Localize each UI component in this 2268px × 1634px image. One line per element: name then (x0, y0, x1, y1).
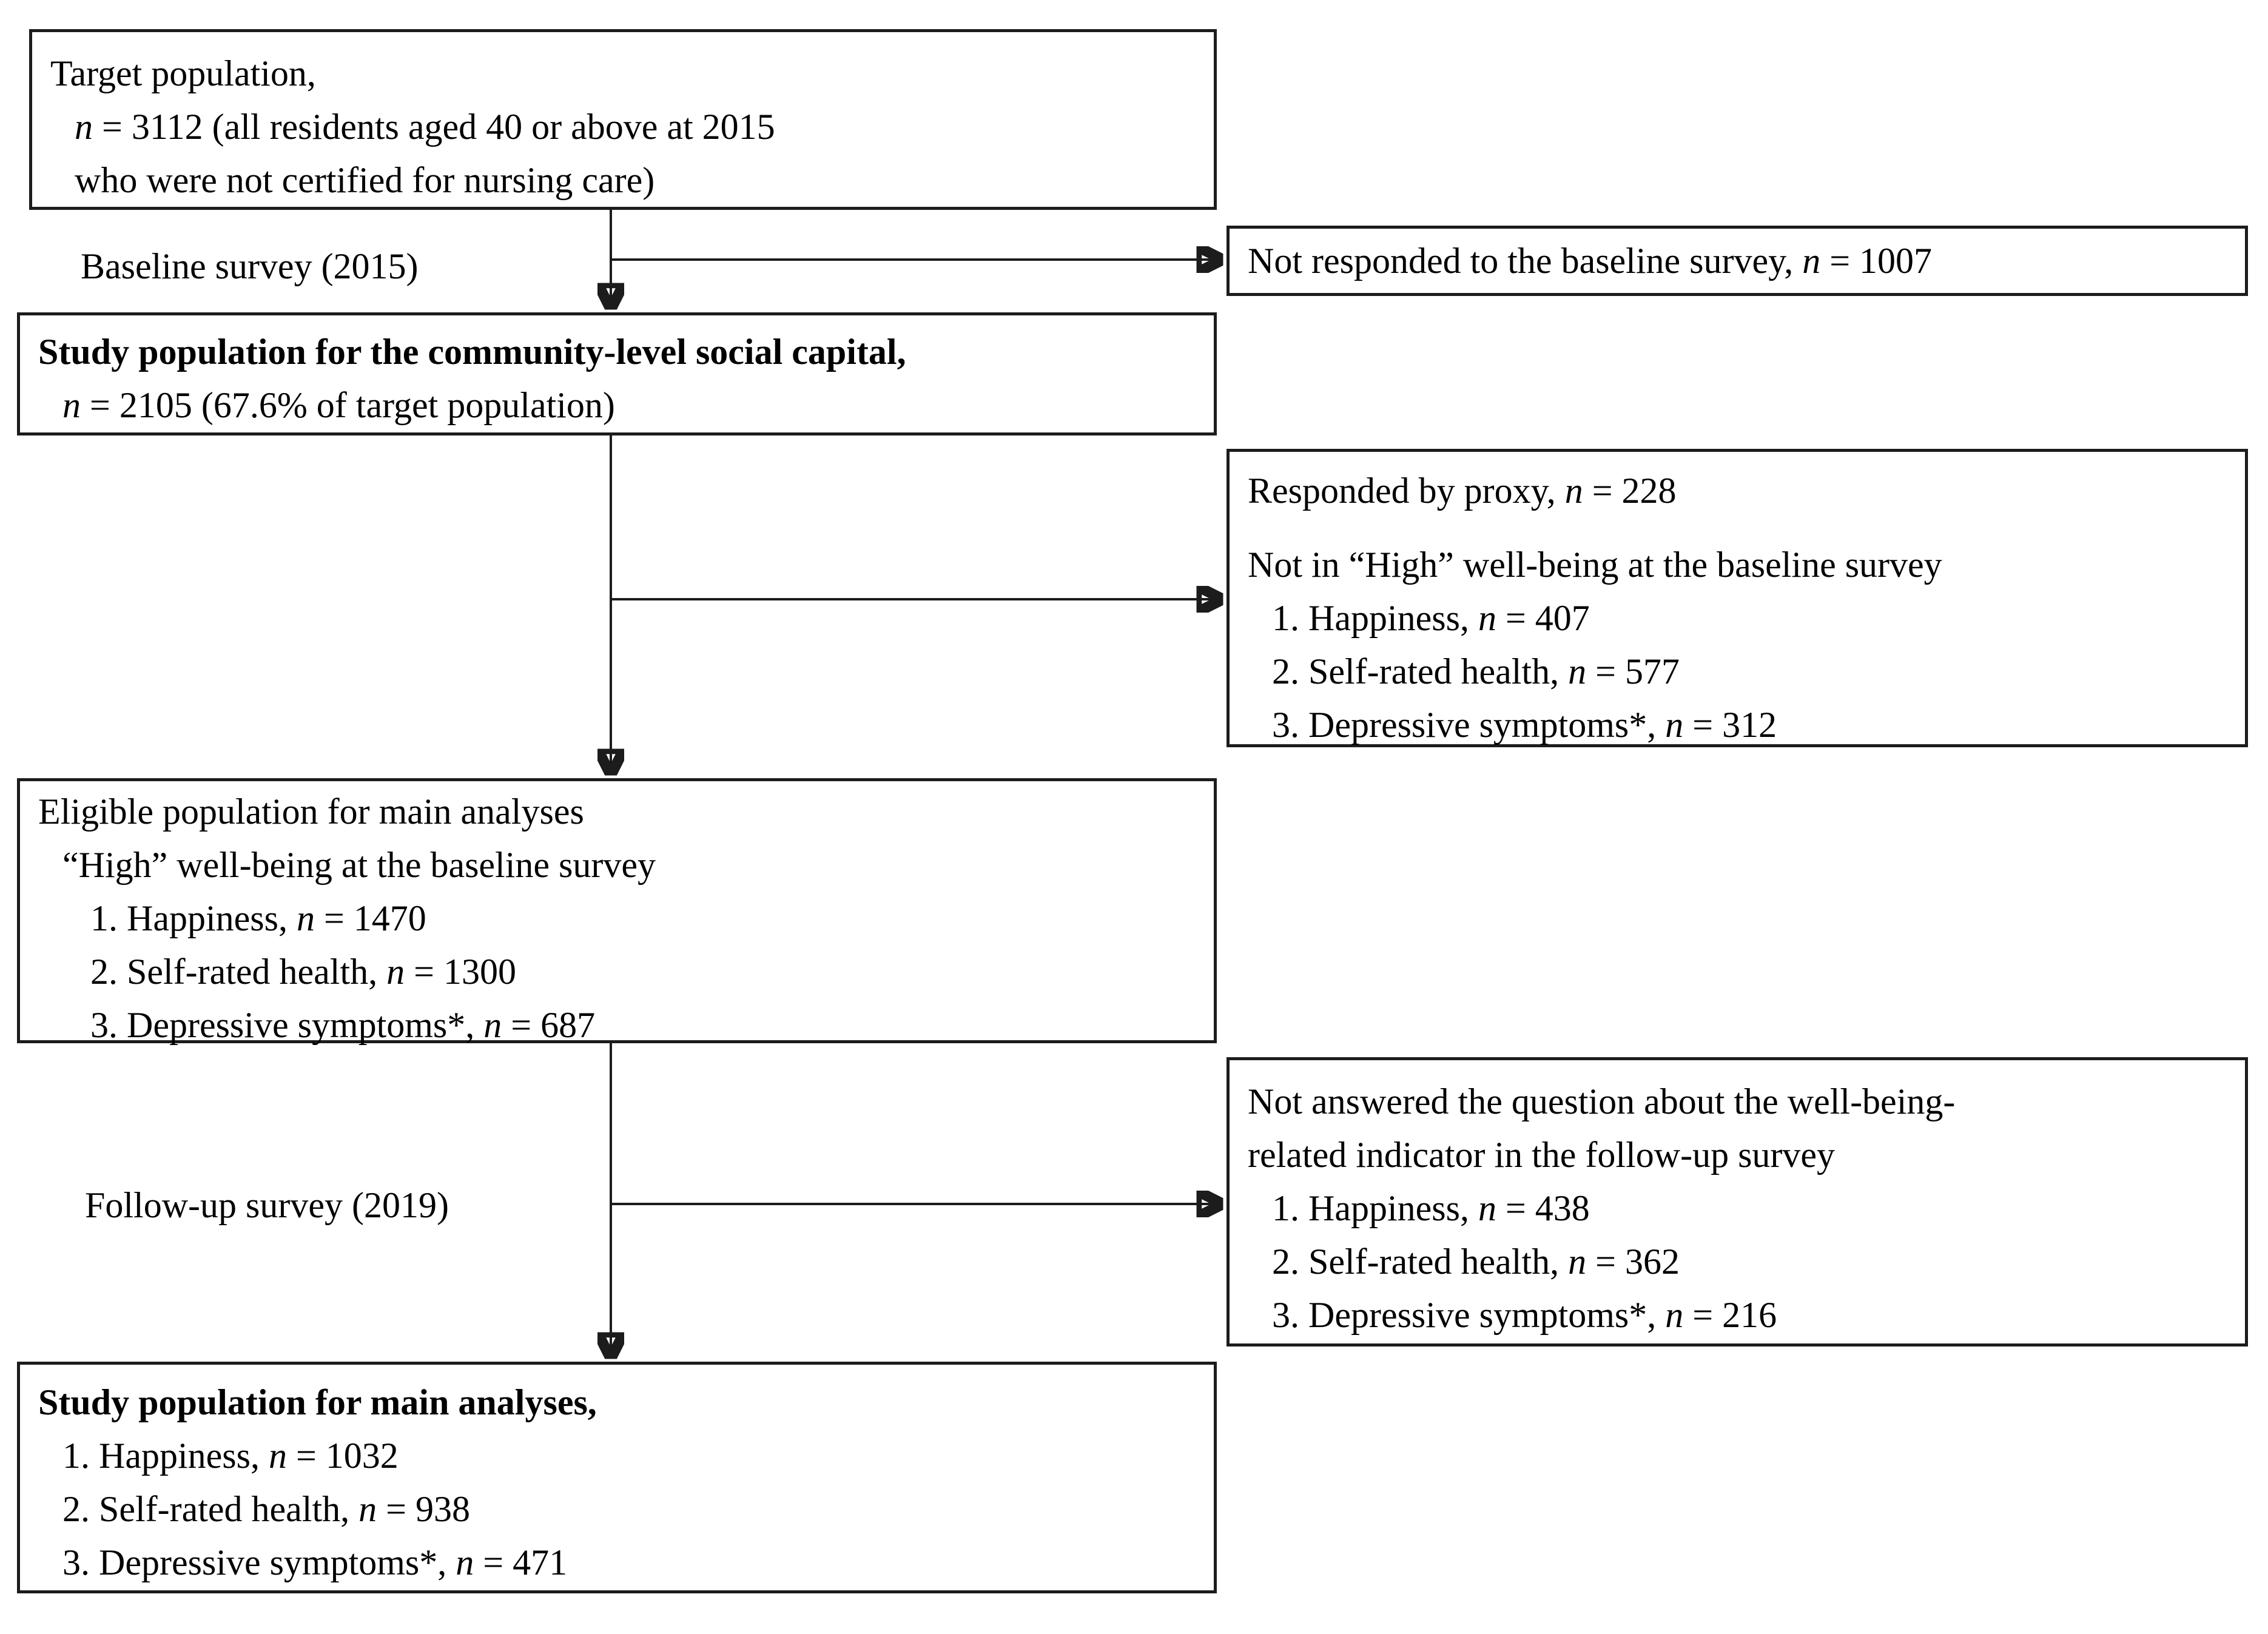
text-line: 1. Happiness, n = 1032 (62, 1436, 399, 1476)
text-line: n = 2105 (67.6% of target population) (62, 385, 615, 425)
text-line: related indicator in the follow-up survey (1248, 1135, 1836, 1175)
text-line: 1. Happiness, n = 438 (1272, 1188, 1590, 1228)
text-line: “High” well-being at the baseline survey (62, 845, 656, 885)
box-target-population (29, 29, 1217, 210)
box-study-population-social-capital (17, 312, 1217, 435)
box-not-answered-followup (1227, 1057, 2248, 1347)
followup-survey-label: Follow-up survey (2019) (85, 1185, 449, 1225)
box-study-population-main (17, 1362, 1217, 1593)
text-line: n = 3112 (all residents aged 40 or above at 2015 (75, 107, 775, 147)
text-line: 2. Self-rated health, n = 362 (1272, 1242, 1680, 1282)
text-line: 3. Depressive symptoms*, n = 471 (62, 1542, 568, 1582)
text-line: 1. Happiness, n = 407 (1272, 598, 1590, 638)
text-line: 1. Happiness, n = 1470 (90, 898, 426, 938)
text-line: who were not certified for nursing care) (75, 160, 655, 200)
text-line: 3. Depressive symptoms*, n = 687 (90, 1005, 596, 1045)
text-line: 2. Self-rated health, n = 577 (1272, 651, 1680, 691)
baseline-survey-label: Baseline survey (2015) (81, 246, 419, 286)
text-line: Not in “High” well-being at the baseline survey (1248, 545, 1942, 585)
text-line: 3. Depressive symptoms*, n = 312 (1272, 705, 1777, 745)
text-line: 3. Depressive symptoms*, n = 216 (1272, 1295, 1777, 1335)
text-line: Not answered the question about the well-being- (1248, 1081, 1956, 1121)
text-line: Study population for main analyses, (38, 1382, 597, 1422)
box-excluded-at-baseline (1227, 449, 2248, 747)
box-eligible-population (17, 778, 1217, 1043)
text-line: Study population for the community-level social capital, (38, 332, 906, 372)
text-line: Eligible population for main analyses (38, 792, 584, 832)
text-line: Responded by proxy, n = 228 (1248, 471, 1677, 511)
text-line: Not responded to the baseline survey, n = 1007 (1248, 241, 1933, 281)
box-not-responded (1227, 226, 2248, 296)
text-line: 2. Self-rated health, n = 1300 (90, 952, 516, 992)
text-line: Target population, (50, 53, 316, 93)
text-line: 2. Self-rated health, n = 938 (62, 1489, 470, 1529)
